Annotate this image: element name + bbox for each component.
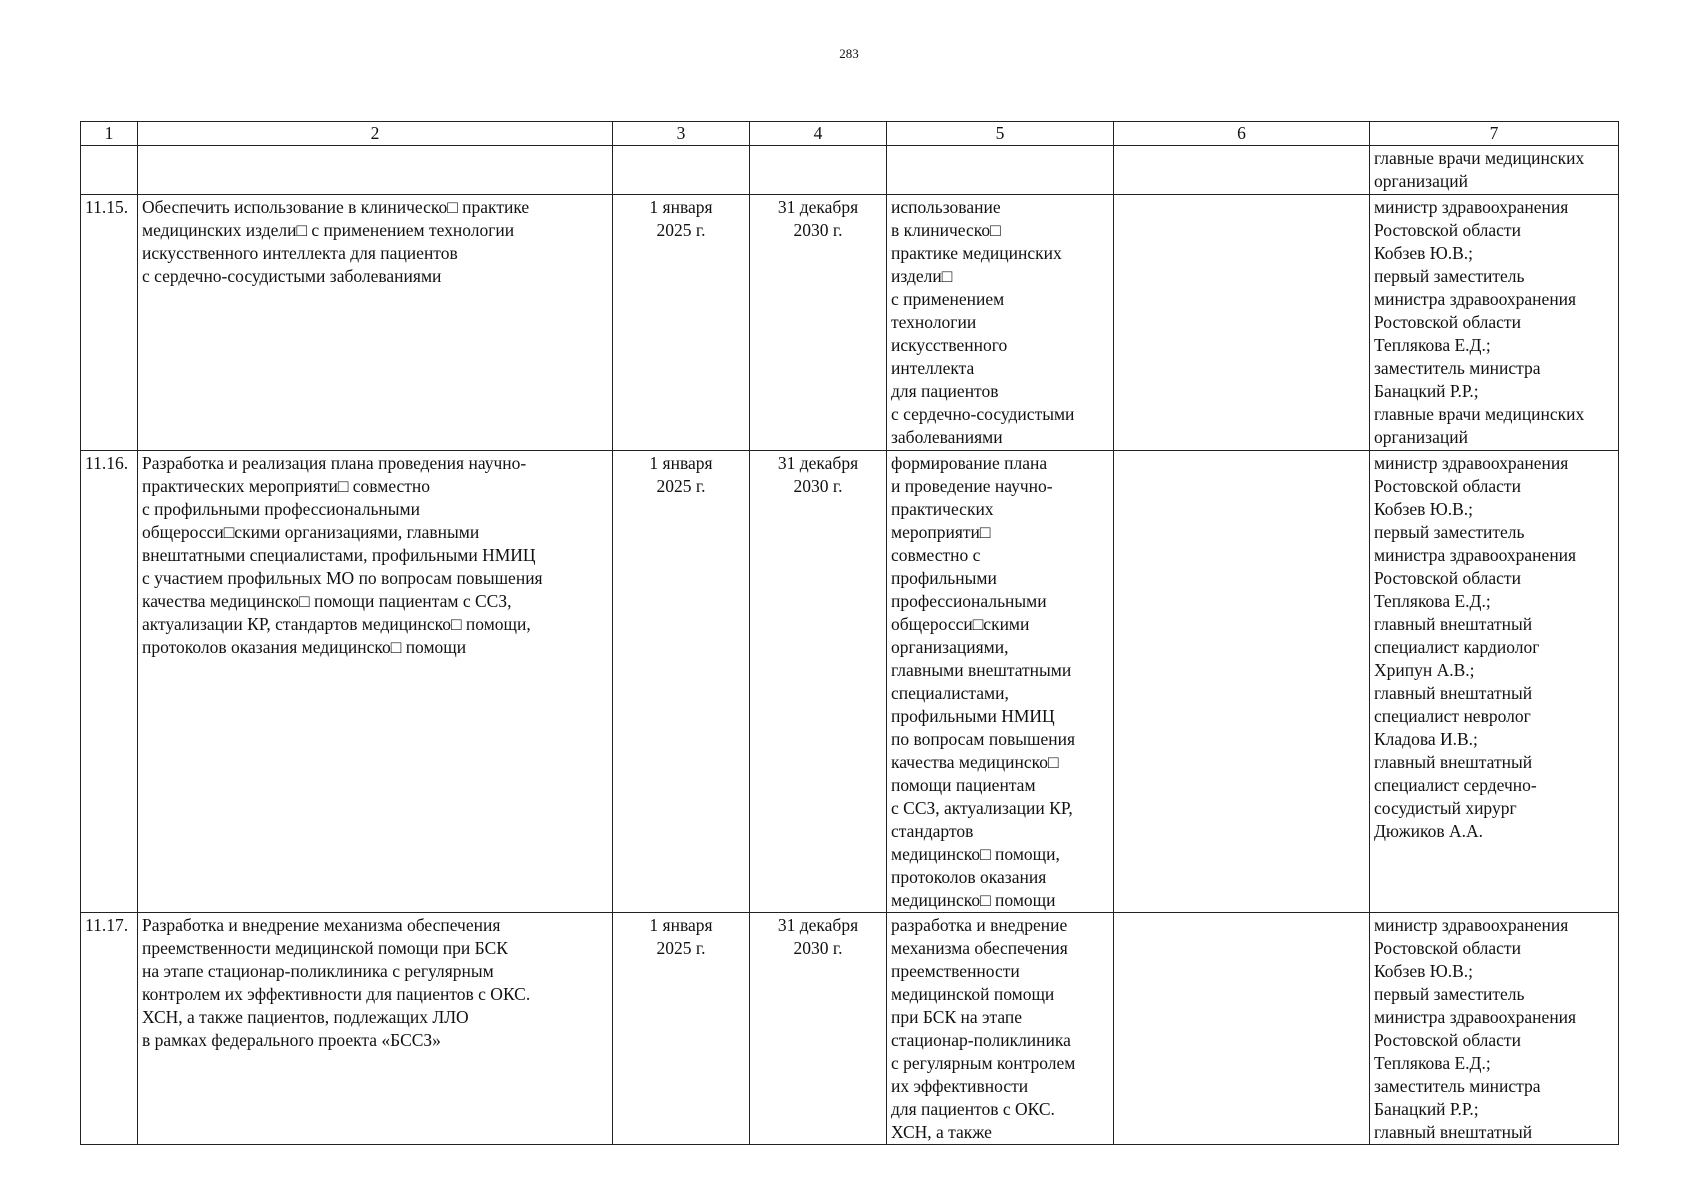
text-line: с профильными профессиональными xyxy=(142,499,420,519)
column-6-cell xyxy=(1114,451,1370,913)
text-line: практике медицинских xyxy=(891,243,1062,263)
text-line: Теплякова Е.Д.; xyxy=(1374,1053,1491,1073)
text-line: стандартов xyxy=(891,821,974,841)
text-line: при БСК на этапе xyxy=(891,1007,1023,1027)
text-line: разработка и внедрение xyxy=(891,915,1068,935)
text-line: и проведение научно- xyxy=(891,476,1053,496)
text-line: в клиническо□ xyxy=(891,220,1001,240)
text-line: министр здравоохранения xyxy=(1374,197,1569,217)
end-date-cell xyxy=(750,913,887,1145)
text-line: общеросси□скими организациями, главными xyxy=(142,522,480,542)
column-6-cell xyxy=(1114,195,1370,451)
text-line: помощи пациентам xyxy=(891,775,1036,795)
text-line: 1 января xyxy=(649,915,713,935)
text-line: Ростовской области xyxy=(1374,312,1521,332)
text-line: первый заместитель xyxy=(1374,522,1525,542)
column-header-2: 2 xyxy=(138,122,613,146)
text-line: Обеспечить использование в клиническо□ практике xyxy=(142,197,530,217)
text-line: с участием профильных МО по вопросам повышения xyxy=(142,568,543,588)
text-line: качества медицинско□ помощи пациентам с ССЗ, xyxy=(142,591,512,611)
table-row xyxy=(81,195,1619,451)
item-number-cell: 11.17. xyxy=(81,913,138,1145)
start-date-cell xyxy=(613,146,750,195)
text-line: 2030 г. xyxy=(793,938,843,958)
result-cell xyxy=(887,146,1114,195)
start-date-cell xyxy=(613,913,750,1145)
table-header-row xyxy=(81,122,1619,146)
text-line: использование xyxy=(891,197,1001,217)
item-number-cell: 11.16. xyxy=(81,451,138,913)
text-line: медицинской помощи xyxy=(891,984,1055,1004)
text-line: искусственного xyxy=(891,335,1008,355)
responsible-cell xyxy=(1370,146,1619,195)
column-header-6: 6 xyxy=(1114,122,1370,146)
text-line: Банацкий Р.Р.; xyxy=(1374,1099,1479,1119)
text-line: Хрипун А.В.; xyxy=(1374,660,1475,680)
text-line: ХСН, а также xyxy=(891,1122,992,1142)
column-header-5: 5 xyxy=(887,122,1114,146)
text-line: издели□ xyxy=(891,266,953,286)
item-number-cell xyxy=(81,146,138,195)
text-line: специалист кардиолог xyxy=(1374,637,1540,657)
text-line: по вопросам повышения xyxy=(891,729,1076,749)
text-line: преемственности медицинской помощи при БСК xyxy=(142,938,508,958)
text-line: их эффективности xyxy=(891,1076,1029,1096)
column-6-cell xyxy=(1114,913,1370,1145)
text-line: Дюжиков А.А. xyxy=(1374,821,1484,841)
text-line: Ростовской области xyxy=(1374,476,1521,496)
text-line: организаций xyxy=(1374,427,1468,447)
text-line: практических мероприяти□ совместно xyxy=(142,476,431,496)
text-line: медицинско□ помощи, xyxy=(891,844,1060,864)
table-row xyxy=(81,451,1619,913)
text-line: с регулярным контролем xyxy=(891,1053,1076,1073)
text-line: главными внештатными xyxy=(891,660,1072,680)
text-line: главные врачи медицинских xyxy=(1374,404,1585,424)
text-line: профессиональными xyxy=(891,591,1047,611)
text-line: искусственного интеллекта для пациентов xyxy=(142,243,458,263)
text-line: механизма обеспечения xyxy=(891,938,1068,958)
text-line: на этапе стационар-поликлиника с регулярным xyxy=(142,961,494,981)
text-line: в рамках федерального проекта «БССЗ» xyxy=(142,1030,441,1050)
text-line: министр здравоохранения xyxy=(1374,915,1569,935)
text-line: заместитель министра xyxy=(1374,1076,1541,1096)
result-cell xyxy=(887,451,1114,913)
task-cell xyxy=(138,195,613,451)
text-line: с ССЗ, актуализации КР, xyxy=(891,798,1073,818)
start-date-cell xyxy=(613,451,750,913)
item-number-cell: 11.15. xyxy=(81,195,138,451)
task-cell xyxy=(138,451,613,913)
text-line: Ростовской области xyxy=(1374,568,1521,588)
start-date-cell xyxy=(613,195,750,451)
text-line: профильными xyxy=(891,568,997,588)
text-line: стационар-поликлиника xyxy=(891,1030,1071,1050)
text-line: Ростовской области xyxy=(1374,220,1521,240)
text-line: Ростовской области xyxy=(1374,938,1521,958)
column-header-3: 3 xyxy=(613,122,750,146)
text-line: протоколов оказания медицинско□ помощи xyxy=(142,637,467,657)
table-row xyxy=(81,146,1619,195)
end-date-cell xyxy=(750,195,887,451)
text-line: Кобзев Ю.В.; xyxy=(1374,243,1474,263)
text-line: Теплякова Е.Д.; xyxy=(1374,591,1491,611)
text-line: 31 декабря xyxy=(777,915,859,935)
text-line: заболеваниями xyxy=(891,427,1003,447)
text-line: с сердечно-сосудистыми xyxy=(891,404,1075,424)
text-line: общеросси□скими xyxy=(891,614,1030,634)
text-line: организаций xyxy=(1374,171,1468,191)
text-line: Кобзев Ю.В.; xyxy=(1374,961,1474,981)
text-line: протоколов оказания xyxy=(891,867,1047,887)
text-line: первый заместитель xyxy=(1374,266,1525,286)
task-cell xyxy=(138,913,613,1145)
text-line: актуализации КР, стандартов медицинско□ помощи, xyxy=(142,614,531,634)
text-line: министра здравоохранения xyxy=(1374,545,1577,565)
text-line: профильными НМИЦ xyxy=(891,706,1055,726)
text-line: специалистами, xyxy=(891,683,1009,703)
text-line: заместитель министра xyxy=(1374,358,1541,378)
text-line: для пациентов с ОКС. xyxy=(891,1099,1055,1119)
text-line: организациями, xyxy=(891,637,1009,657)
text-line: с сердечно-сосудистыми заболеваниями xyxy=(142,266,442,286)
text-line: 31 декабря xyxy=(777,453,859,473)
column-header-7: 7 xyxy=(1370,122,1619,146)
text-line: преемственности xyxy=(891,961,1020,981)
text-line: внештатными специалистами, профильными НМИЦ xyxy=(142,545,536,565)
text-line: 1 января xyxy=(649,453,713,473)
text-line: интеллекта xyxy=(891,358,975,378)
column-header-4: 4 xyxy=(750,122,887,146)
table-row xyxy=(81,913,1619,1145)
text-line: ХСН, а также пациентов, подлежащих ЛЛО xyxy=(142,1007,469,1027)
text-line: Теплякова Е.Д.; xyxy=(1374,335,1491,355)
text-line: совместно с xyxy=(891,545,981,565)
text-line: 1 января xyxy=(649,197,713,217)
page-number: 283 xyxy=(839,46,859,61)
text-line: специалист невролог xyxy=(1374,706,1531,726)
end-date-cell xyxy=(750,451,887,913)
text-line: формирование плана xyxy=(891,453,1048,473)
text-line: для пациентов xyxy=(891,381,999,401)
text-line: медицинско□ помощи xyxy=(891,890,1056,910)
text-line: министр здравоохранения xyxy=(1374,453,1569,473)
responsible-cell xyxy=(1370,451,1619,913)
text-line: первый заместитель xyxy=(1374,984,1525,1004)
text-line: 2025 г. xyxy=(656,220,706,240)
text-line: медицинских издели□ с применением технологии xyxy=(142,220,515,240)
responsible-cell xyxy=(1370,195,1619,451)
text-line: Кладова И.В.; xyxy=(1374,729,1478,749)
text-line: мероприяти□ xyxy=(891,522,991,542)
text-line: Кобзев Ю.В.; xyxy=(1374,499,1474,519)
text-line: министра здравоохранения xyxy=(1374,1007,1577,1027)
text-line: 2030 г. xyxy=(793,220,843,240)
plan-table xyxy=(80,121,1619,1145)
text-line: главные врачи медицинских xyxy=(1374,148,1585,168)
text-line: главный внештатный xyxy=(1374,614,1533,634)
text-line: с применением xyxy=(891,289,1005,309)
text-line: 2030 г. xyxy=(793,476,843,496)
text-line: контролем их эффективности для пациентов с ОКС. xyxy=(142,984,531,1004)
text-line: главный внештатный xyxy=(1374,1122,1533,1142)
task-cell xyxy=(138,146,613,195)
result-cell xyxy=(887,195,1114,451)
text-line: 2025 г. xyxy=(656,938,706,958)
text-line: главный внештатный xyxy=(1374,683,1533,703)
end-date-cell xyxy=(750,146,887,195)
text-line: практических xyxy=(891,499,994,519)
text-line: Разработка и реализация плана проведения научно- xyxy=(142,453,527,473)
column-6-cell xyxy=(1114,146,1370,195)
text-line: качества медицинско□ xyxy=(891,752,1059,772)
text-line: специалист сердечно- xyxy=(1374,775,1537,795)
text-line: Банацкий Р.Р.; xyxy=(1374,381,1479,401)
text-line: Разработка и внедрение механизма обеспечения xyxy=(142,915,501,935)
text-line: сосудистый хирург xyxy=(1374,798,1517,818)
text-line: технологии xyxy=(891,312,977,332)
result-cell xyxy=(887,913,1114,1145)
text-line: главный внештатный xyxy=(1374,752,1533,772)
text-line: Ростовской области xyxy=(1374,1030,1521,1050)
column-header-1: 1 xyxy=(81,122,138,146)
responsible-cell xyxy=(1370,913,1619,1145)
text-line: 2025 г. xyxy=(656,476,706,496)
text-line: министра здравоохранения xyxy=(1374,289,1577,309)
text-line: 31 декабря xyxy=(777,197,859,217)
